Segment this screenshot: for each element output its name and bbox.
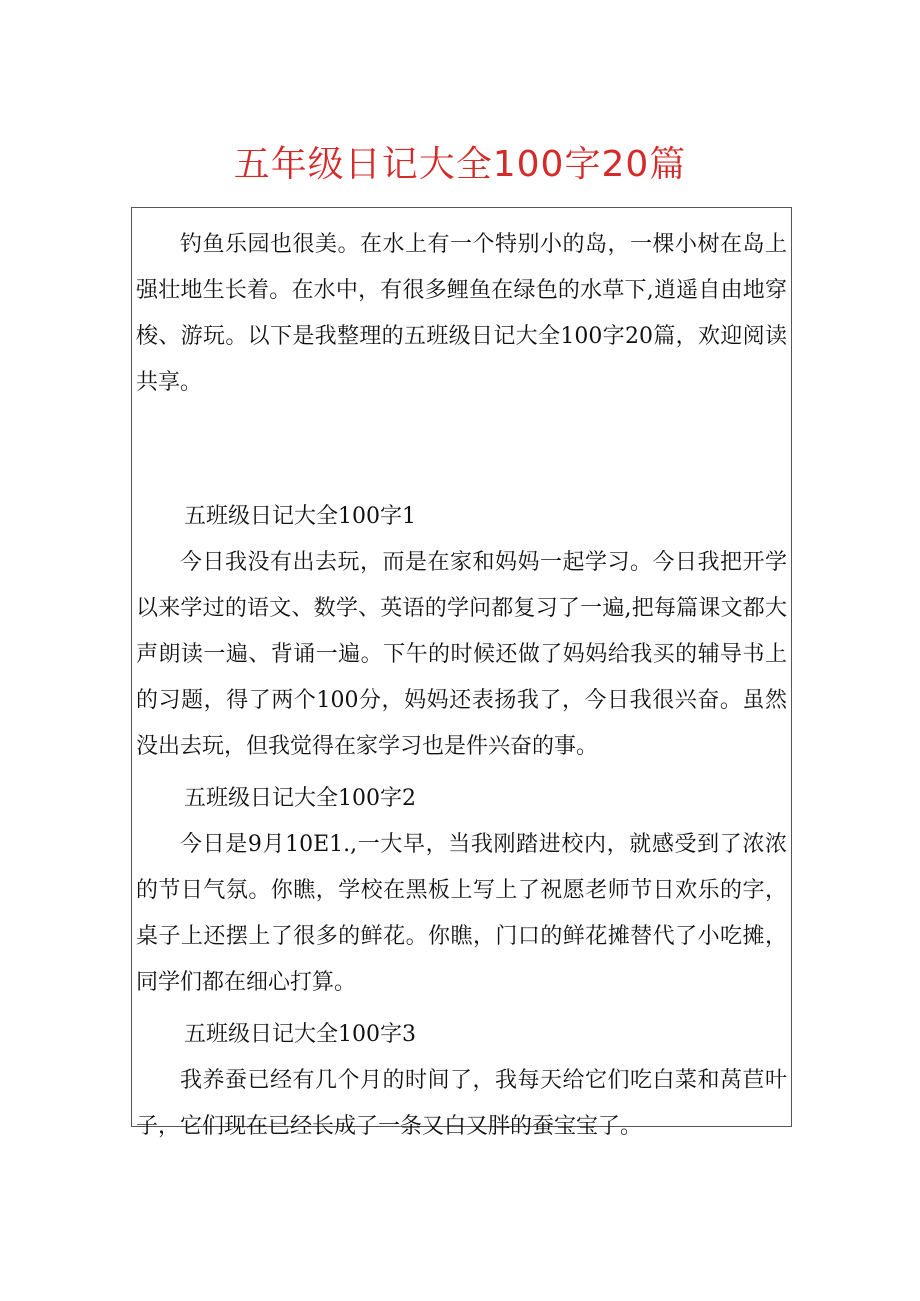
section-body: 今日是9月10E1.,一大早，当我刚踏进校内，就感受到了浓浓的节日气氛。你瞧，学校在黑板上写上了祝愿老师节日欢乐的字，桌子上还摆上了很多的鲜花。你瞧，门口的鲜花摊替代了小吃摊，同学们都在细心打算。 — [136, 832, 787, 995]
document-title: 五年级日记大全100字20篇 — [233, 144, 687, 185]
intro-paragraph: 钓鱼乐园也很美。在水上有一个特别小的岛，一棵小树在岛上强壮地生长着。在水中，有很多鲤鱼在绿色的水草下,逍遥自由地穿梭、游玩。以下是我整理的五班级日记大全100字20篇，欢迎阅读共享。 — [136, 232, 787, 395]
section-body: 我养蚕已经有几个月的时间了，我每天给它们吃白菜和莴苣叶子，它们现在已经长成了一条又白又胖的蚕宝宝了。 — [136, 1068, 787, 1139]
section-heading: 五班级日记大全100字1 — [184, 504, 416, 529]
content-box — [131, 207, 792, 1139]
diary-section-2 — [136, 776, 787, 1006]
section-heading: 五班级日记大全100字2 — [184, 786, 416, 811]
diary-section-1 — [136, 494, 787, 770]
diary-section-3 — [136, 1012, 787, 1150]
section-body: 今日我没有出去玩，而是在家和妈妈一起学习。今日我把开学以来学过的语文、数学、英语的学问都复习了一遍,把每篇课文都大声朗读一遍、背诵一遍。下午的时候还做了妈妈给我买的辅导书上的习题，得了两个100分，妈妈还表扬我了，今日我很兴奋。虽然没出去玩，但我觉得在家学习也是件兴奋的事。 — [136, 550, 787, 759]
section-heading: 五班级日记大全100字3 — [184, 1022, 416, 1047]
